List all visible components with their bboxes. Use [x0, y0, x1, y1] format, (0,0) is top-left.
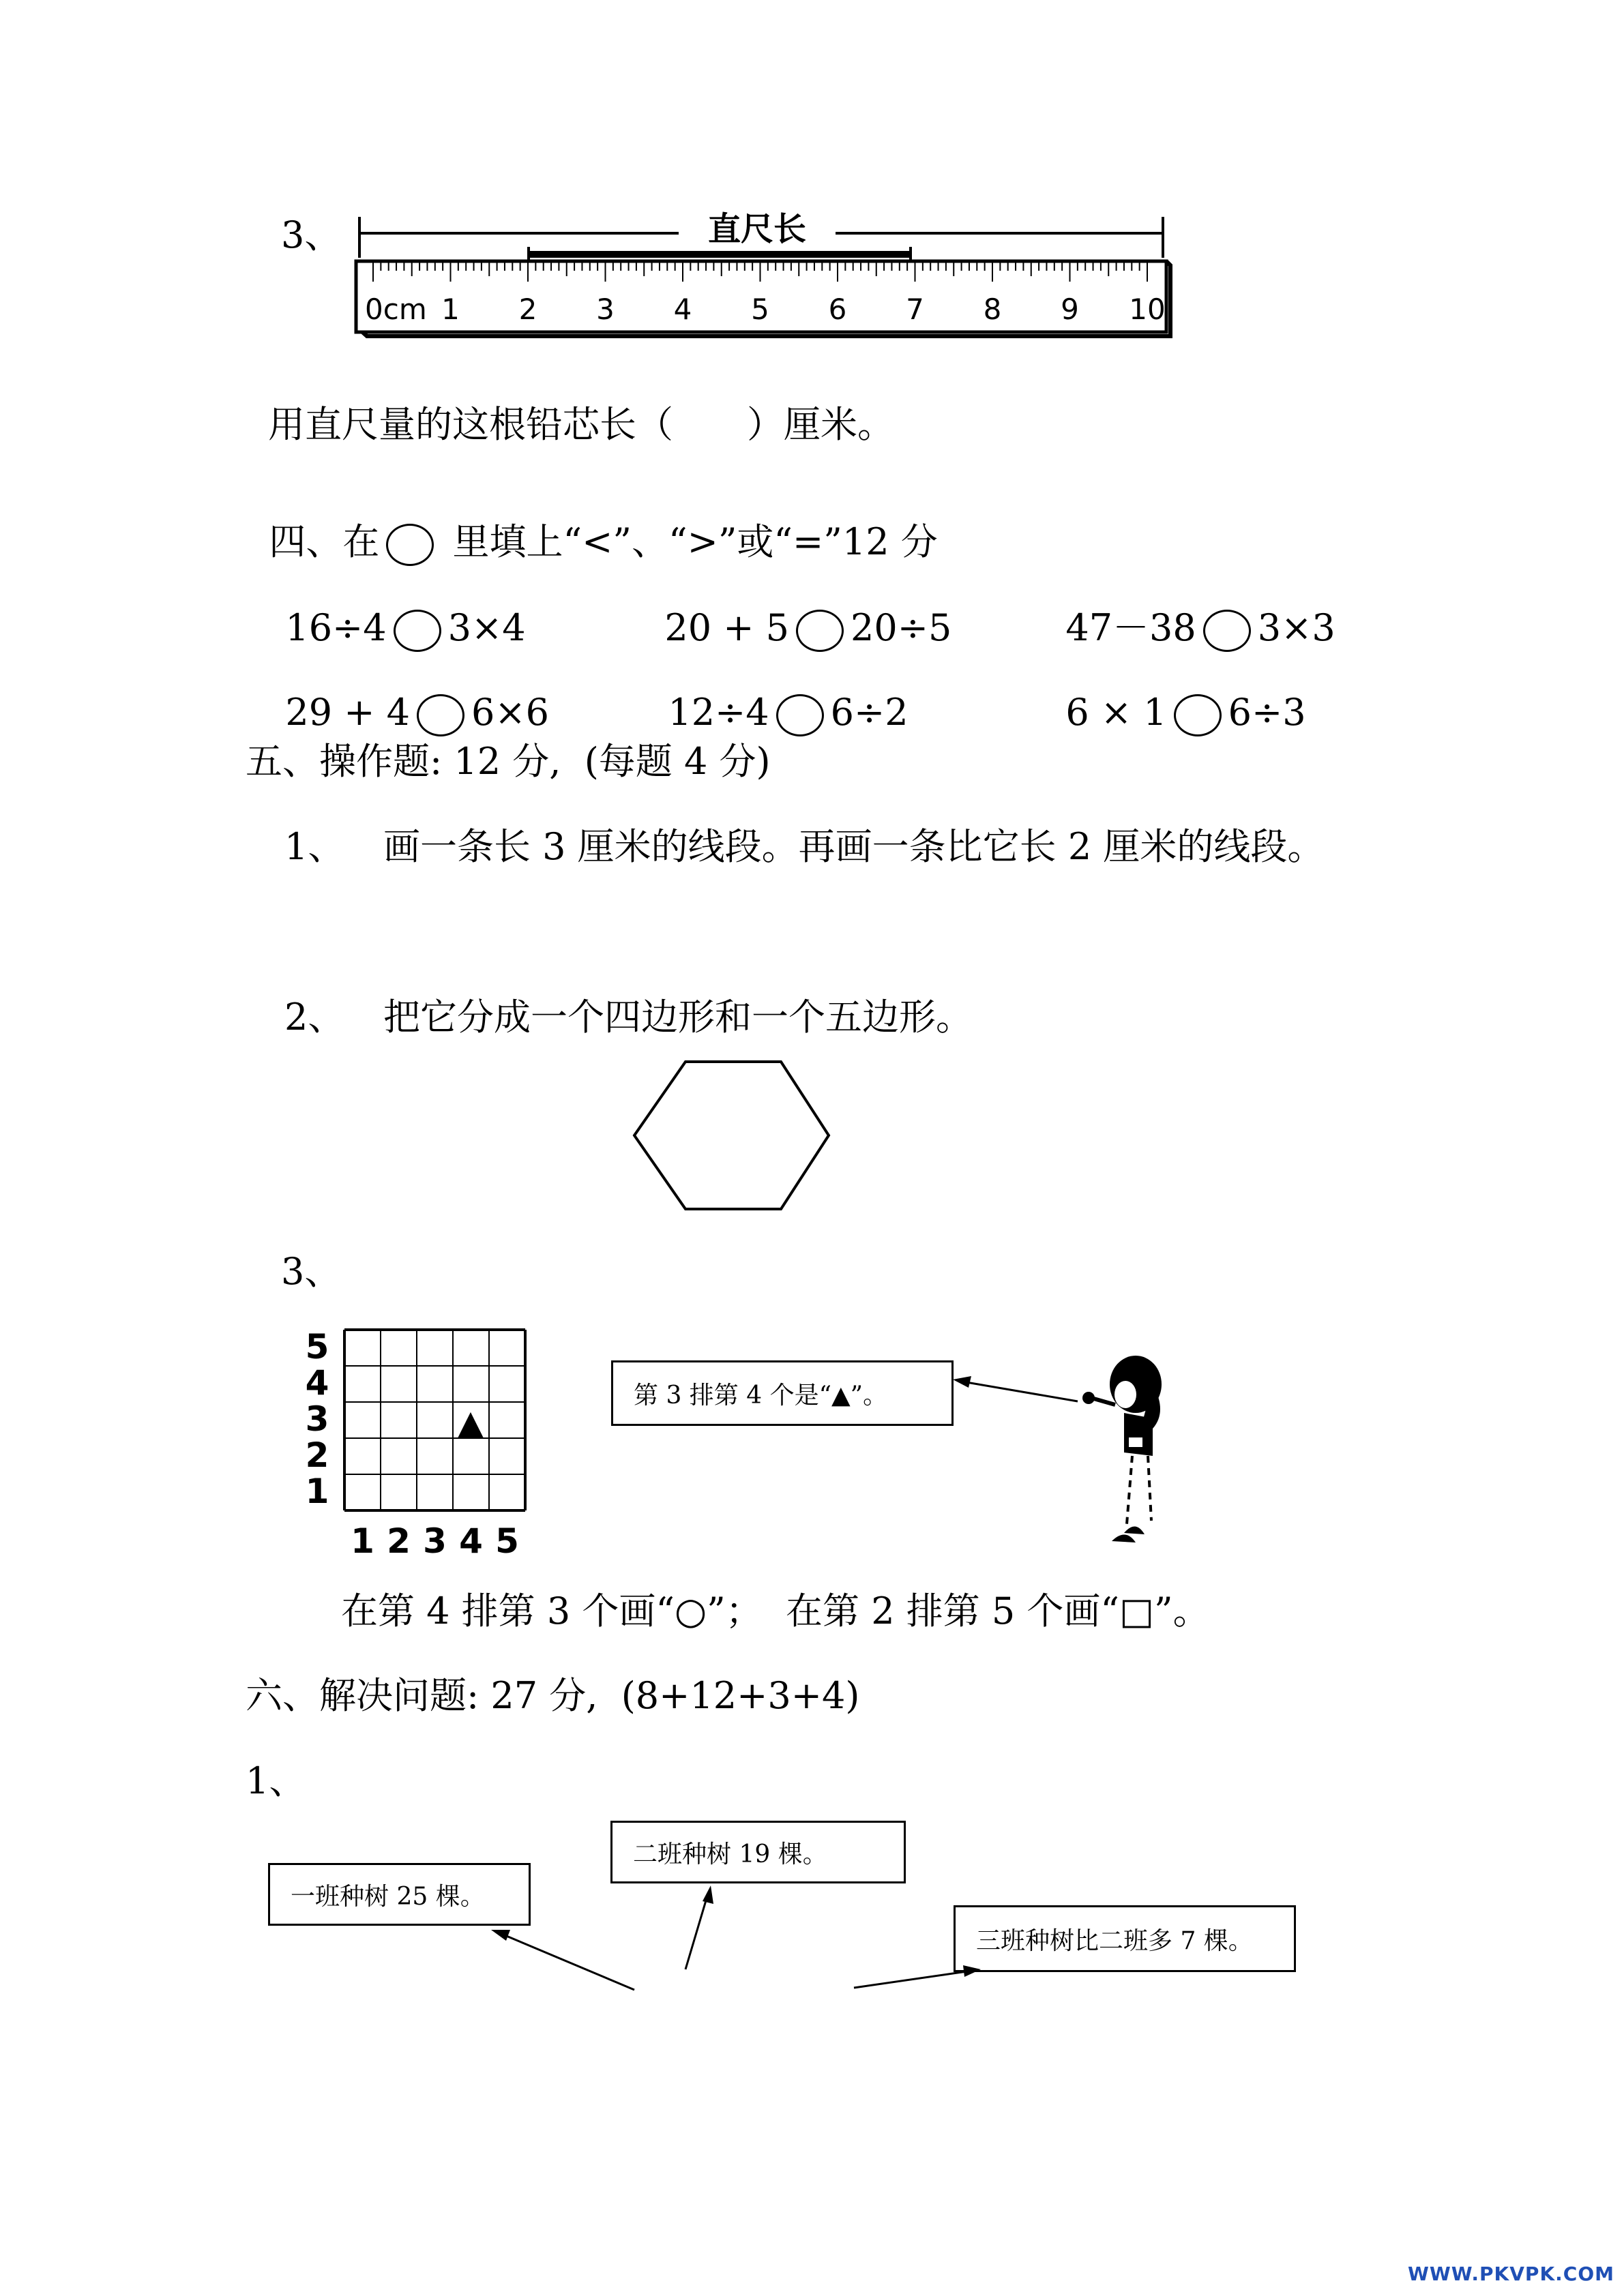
ruler-number-label: 8	[983, 293, 1002, 326]
class2-box: 二班种树 19 棵。	[610, 1821, 906, 1883]
grid-row-label: 5	[305, 1327, 329, 1367]
ruler-number-label: 1	[441, 293, 460, 326]
grid-row-label: 4	[305, 1363, 329, 1403]
arrowhead-class2	[703, 1885, 713, 1904]
q1-text: 画一条长 3 厘米的线段。再画一条比它长 2 厘米的线段。	[383, 825, 1325, 868]
compare-left: 20 + 5	[664, 606, 789, 649]
grid-row-label: 1	[305, 1472, 329, 1511]
ruler-number-label: 7	[906, 293, 924, 326]
ruler-question: 用直尺量的这根铅芯长（ ）厘米。	[268, 403, 894, 446]
compare-right: 3×4	[447, 606, 526, 649]
q1-number: 1、	[284, 825, 345, 868]
ruler-number-label: 4	[673, 293, 692, 326]
compare-right: 6×6	[471, 691, 549, 734]
compare-right: 6÷3	[1228, 691, 1306, 734]
compare-left: 6 × 1	[1065, 691, 1167, 734]
class3-box: 三班种树比二班多 7 棵。	[954, 1905, 1296, 1972]
compare-right: 20÷5	[851, 606, 952, 649]
ruler-number-label: 5	[751, 293, 769, 326]
grid-col-label: 5	[495, 1521, 519, 1561]
site-watermark: WWW.PKVPK.COM	[1408, 2263, 1614, 2285]
ruler-number-label: 3	[596, 293, 615, 326]
class1-box: 一班种树 25 棵。	[268, 1863, 531, 1926]
arrow-to-class3	[854, 1971, 972, 1988]
grid-col-label: 2	[387, 1521, 411, 1561]
ruler-number-label: 2	[518, 293, 537, 326]
grid-col-label: 1	[351, 1521, 374, 1561]
ruler-number-label: 10	[1129, 293, 1166, 326]
question-number: 3、	[281, 213, 342, 256]
grid-instruction: 在第 4 排第 3 个画“○”； 在第 2 排第 5 个画“□”。	[341, 1590, 1210, 1632]
q3-number: 3、	[281, 1250, 342, 1293]
compare-right: 6÷2	[830, 691, 909, 734]
section4-heading-prefix: 四、在	[269, 520, 380, 563]
compare-left: 29 + 4	[285, 691, 410, 734]
arrowhead-class1	[491, 1930, 510, 1941]
callout-box: 第 3 排第 4 个是“▲”。	[611, 1360, 954, 1426]
grid-col-label: 3	[423, 1521, 447, 1561]
ruler-number-label: 9	[1061, 293, 1079, 326]
arrow-to-class1	[500, 1933, 634, 1990]
grid-triangle-icon: ▲	[457, 1403, 484, 1442]
arrow-to-class2	[685, 1894, 708, 1969]
arrowhead-class3	[963, 1965, 981, 1977]
compare-left: 12÷4	[668, 691, 769, 734]
section6-q1-number: 1、	[246, 1759, 306, 1802]
compare-left: 16÷4	[285, 606, 387, 649]
q2-number: 2、	[284, 996, 345, 1039]
ruler-title: 直尺长	[707, 210, 807, 248]
compare-left: 47－38	[1065, 606, 1196, 649]
grid-row-label: 3	[305, 1399, 329, 1439]
grid-row-label: 2	[305, 1435, 329, 1475]
section6-heading: 六、解决问题: 27 分, (8+12+3+4)	[246, 1674, 860, 1717]
grid-col-label: 4	[459, 1521, 483, 1561]
compare-right: 3×3	[1257, 606, 1335, 649]
section4-heading-suffix: 里填上“<”、“>”或“=”12 分	[441, 520, 938, 563]
ruler-number-label: 6	[828, 293, 847, 326]
q2-text: 把它分成一个四边形和一个五边形。	[383, 996, 973, 1039]
ruler-unit-label: 0cm	[365, 293, 427, 326]
section5-heading: 五、操作题: 12 分, (每题 4 分)	[246, 740, 771, 783]
